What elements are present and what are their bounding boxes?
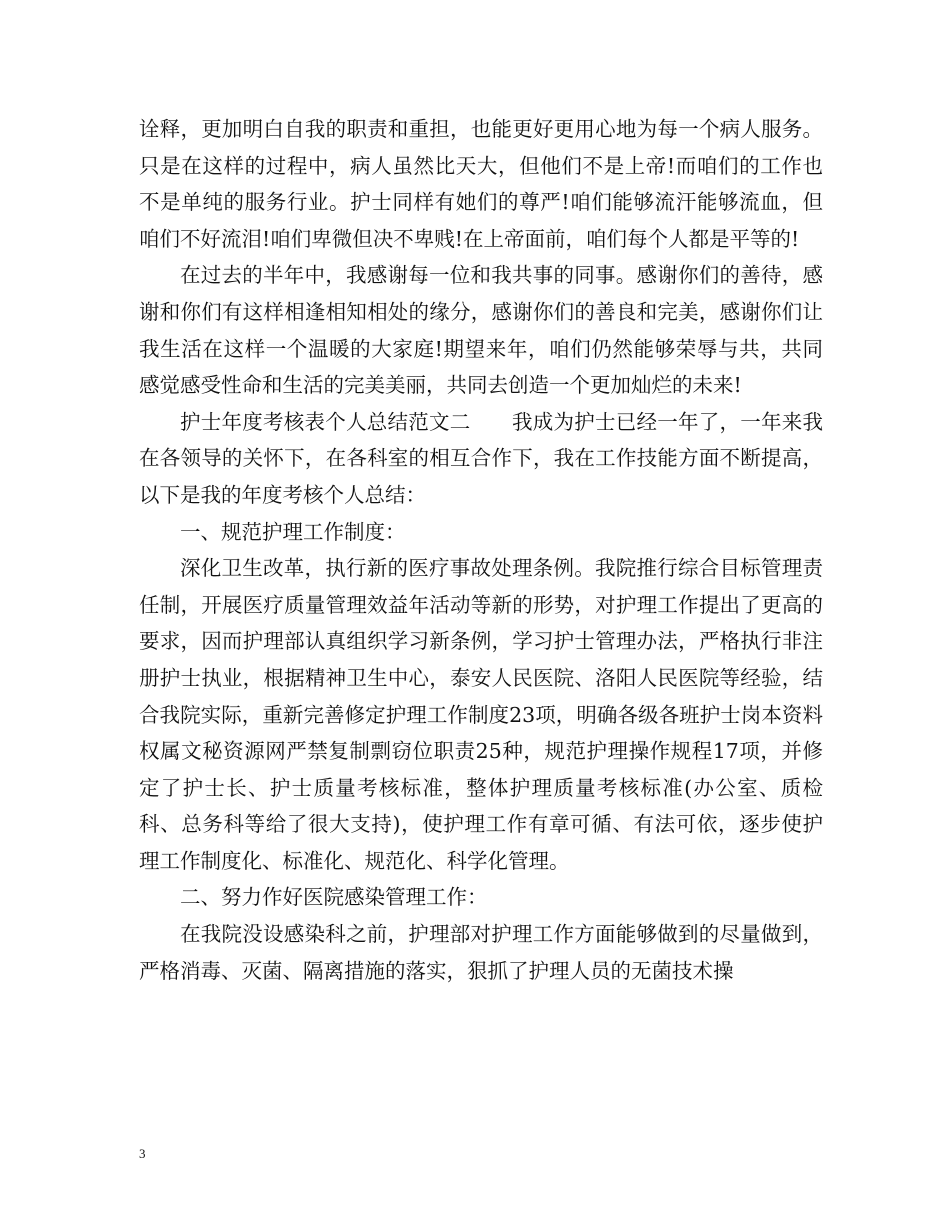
section-heading-1: 一、规范护理工作制度： bbox=[180, 519, 406, 544]
page-number: 3 bbox=[139, 1146, 146, 1161]
paragraph-3: 护士年度考核表个人总结范文二 我成为护士已经一年了，一年来我在各领导的关怀下，在各科室的相互合作下，我在工作技能方面不断提高，以下是我的年度考核个人总结： bbox=[139, 409, 823, 507]
paragraph-5: 在我院没设感染科之前，护理部对护理工作方面能够做到的尽量做到，严格消毒、灭菌、隔离措施的落实，狠抓了护理人员的无菌技术操 bbox=[139, 922, 823, 983]
paragraph-1: 诠释，更加明白自我的职责和重担，也能更好更用心地为每一个病人服务。只是在这样的过程中，病人虽然比天大，但他们不是上帝!而咱们的工作也不是单纯的服务行业。护士同样有她们的尊严!咱们能够流汗能够流血，但咱们不好流泪!咱们卑微但决不卑贱!在上帝面前，咱们每个人都是平等的! bbox=[139, 117, 823, 251]
section-heading-2: 二、努力作好医院感染管理工作： bbox=[180, 885, 488, 910]
paragraph-2: 在过去的半年中，我感谢每一位和我共事的同事。感谢你们的善待，感谢和你们有这样相逢相知相处的缘分，感谢你们的善良和完美，感谢你们让我生活在这样一个温暖的大家庭!期望来年，咱们仍然能够荣辱与共，共同感觉感受性命和生活的完美美丽，共同去创造一个更加灿烂的未来! bbox=[139, 263, 823, 398]
document-body bbox=[139, 111, 823, 989]
paragraph-4: 深化卫生改革，执行新的医疗事故处理条例。我院推行综合目标管理责任制，开展医疗质量管理效益年活动等新的形势，对护理工作提出了更高的要求，因而护理部认真组织学习新条例，学习护士管理办法，严格执行非注册护士执业，根据精神卫生中心，泰安人民医院、洛阳人民医院等经验，结合我院实际，重新完善修定护理工作制度23项，明确各级各班护士岗本资料权属文秘资源网严禁复制剽窃位职责25种，规范护理操作规程17项，并修定了护士长、护士质量考核标准，整体护理质量考核标准(办公室、质检科、总务科等给了很大支持)，使护理工作有章可循、有法可依，逐步使护理工作制度化、标准化、规范化、科学化管理。 bbox=[139, 556, 823, 873]
